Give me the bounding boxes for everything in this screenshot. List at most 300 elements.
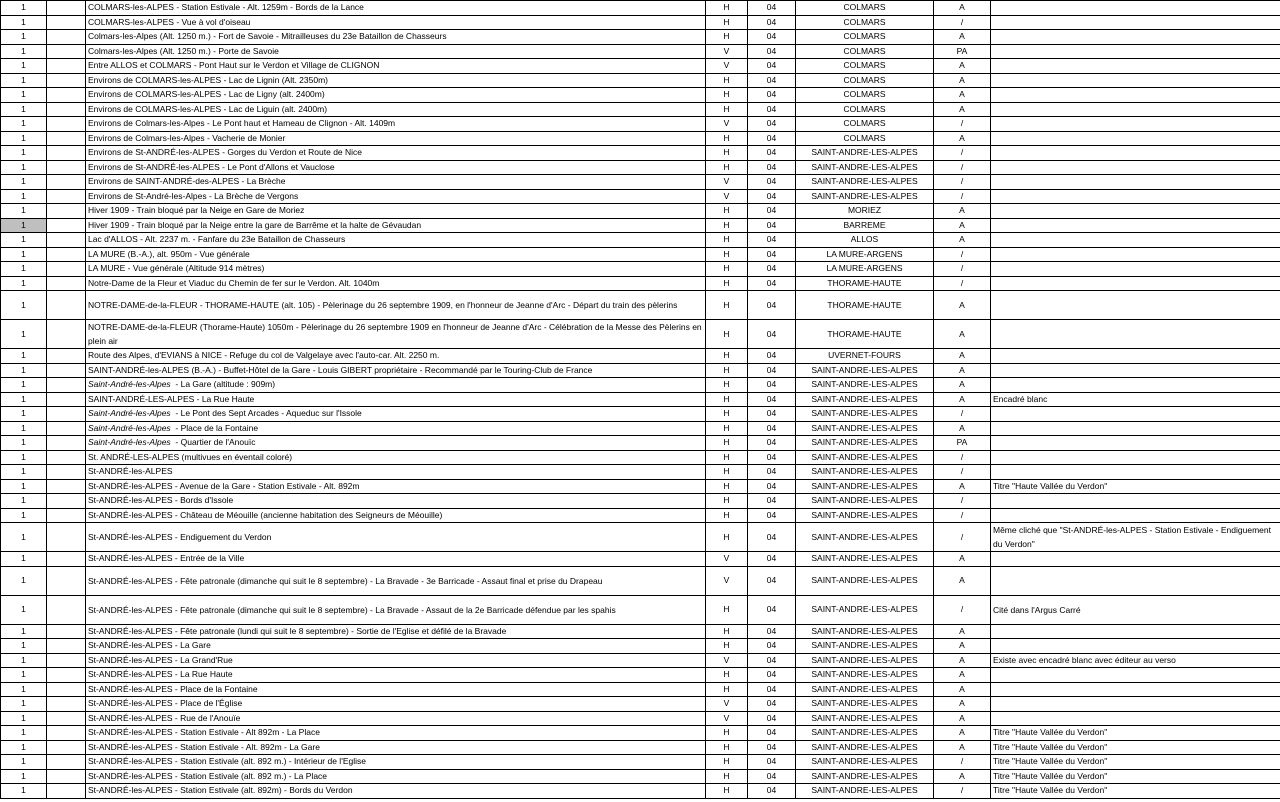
cell-quantity[interactable] bbox=[1, 102, 47, 117]
cell-quantity[interactable] bbox=[1, 624, 47, 639]
cell-note[interactable] bbox=[991, 30, 1280, 45]
cell-note[interactable] bbox=[991, 407, 1280, 422]
cell-note[interactable] bbox=[991, 784, 1280, 799]
cell-orientation[interactable] bbox=[706, 160, 748, 175]
cell-department[interactable] bbox=[748, 73, 796, 88]
cell-status[interactable] bbox=[934, 552, 991, 567]
cell-orientation[interactable] bbox=[706, 421, 748, 436]
cell-note[interactable] bbox=[991, 146, 1280, 161]
cell-orientation[interactable] bbox=[706, 44, 748, 59]
cell-department[interactable] bbox=[748, 1, 796, 16]
cell-empty[interactable] bbox=[47, 624, 86, 639]
cell-department[interactable] bbox=[748, 508, 796, 523]
cell-empty[interactable] bbox=[47, 59, 86, 74]
cell-title[interactable] bbox=[86, 639, 706, 654]
cell-commune[interactable] bbox=[796, 189, 934, 204]
cell-orientation[interactable] bbox=[706, 740, 748, 755]
cell-orientation[interactable] bbox=[706, 639, 748, 654]
cell-department[interactable] bbox=[748, 523, 796, 552]
cell-note[interactable] bbox=[991, 755, 1280, 770]
cell-department[interactable] bbox=[748, 552, 796, 567]
cell-quantity[interactable] bbox=[1, 276, 47, 291]
cell-department[interactable] bbox=[748, 769, 796, 784]
cell-title[interactable] bbox=[86, 682, 706, 697]
cell-quantity[interactable] bbox=[1, 494, 47, 509]
cell-title[interactable] bbox=[86, 30, 706, 45]
cell-commune[interactable] bbox=[796, 349, 934, 364]
cell-status[interactable] bbox=[934, 247, 991, 262]
cell-commune[interactable] bbox=[796, 30, 934, 45]
cell-title[interactable] bbox=[86, 117, 706, 132]
cell-note[interactable] bbox=[991, 479, 1280, 494]
cell-status[interactable] bbox=[934, 407, 991, 422]
cell-quantity[interactable] bbox=[1, 44, 47, 59]
cell-orientation[interactable] bbox=[706, 755, 748, 770]
cell-empty[interactable] bbox=[47, 15, 86, 30]
cell-empty[interactable] bbox=[47, 639, 86, 654]
cell-department[interactable] bbox=[748, 146, 796, 161]
cell-empty[interactable] bbox=[47, 697, 86, 712]
cell-commune[interactable] bbox=[796, 740, 934, 755]
cell-empty[interactable] bbox=[47, 218, 86, 233]
cell-quantity[interactable] bbox=[1, 653, 47, 668]
cell-quantity[interactable] bbox=[1, 88, 47, 103]
cell-commune[interactable] bbox=[796, 102, 934, 117]
cell-status[interactable] bbox=[934, 479, 991, 494]
cell-status[interactable] bbox=[934, 653, 991, 668]
cell-note[interactable] bbox=[991, 566, 1280, 595]
cell-note[interactable] bbox=[991, 15, 1280, 30]
cell-empty[interactable] bbox=[47, 740, 86, 755]
cell-title[interactable] bbox=[86, 769, 706, 784]
cell-note[interactable] bbox=[991, 102, 1280, 117]
cell-status[interactable] bbox=[934, 291, 991, 320]
cell-orientation[interactable] bbox=[706, 552, 748, 567]
cell-commune[interactable] bbox=[796, 218, 934, 233]
cell-empty[interactable] bbox=[47, 552, 86, 567]
cell-note[interactable] bbox=[991, 378, 1280, 393]
cell-commune[interactable] bbox=[796, 523, 934, 552]
cell-quantity[interactable] bbox=[1, 233, 47, 248]
cell-title[interactable] bbox=[86, 726, 706, 741]
cell-commune[interactable] bbox=[796, 44, 934, 59]
cell-commune[interactable] bbox=[796, 15, 934, 30]
cell-quantity[interactable] bbox=[1, 450, 47, 465]
cell-empty[interactable] bbox=[47, 102, 86, 117]
cell-department[interactable] bbox=[748, 595, 796, 624]
cell-title[interactable] bbox=[86, 697, 706, 712]
cell-quantity[interactable] bbox=[1, 769, 47, 784]
cell-note[interactable] bbox=[991, 233, 1280, 248]
cell-quantity[interactable] bbox=[1, 1, 47, 16]
cell-empty[interactable] bbox=[47, 204, 86, 219]
cell-note[interactable] bbox=[991, 769, 1280, 784]
cell-title[interactable] bbox=[86, 262, 706, 277]
cell-orientation[interactable] bbox=[706, 247, 748, 262]
cell-orientation[interactable] bbox=[706, 30, 748, 45]
cell-commune[interactable] bbox=[796, 552, 934, 567]
cell-note[interactable] bbox=[991, 668, 1280, 683]
cell-orientation[interactable] bbox=[706, 131, 748, 146]
cell-empty[interactable] bbox=[47, 682, 86, 697]
cell-commune[interactable] bbox=[796, 247, 934, 262]
cell-quantity[interactable] bbox=[1, 320, 47, 349]
cell-status[interactable] bbox=[934, 102, 991, 117]
cell-orientation[interactable] bbox=[706, 262, 748, 277]
cell-commune[interactable] bbox=[796, 436, 934, 451]
cell-orientation[interactable] bbox=[706, 88, 748, 103]
cell-orientation[interactable] bbox=[706, 218, 748, 233]
cell-status[interactable] bbox=[934, 363, 991, 378]
cell-note[interactable] bbox=[991, 88, 1280, 103]
cell-department[interactable] bbox=[748, 392, 796, 407]
cell-orientation[interactable] bbox=[706, 276, 748, 291]
cell-empty[interactable] bbox=[47, 233, 86, 248]
cell-orientation[interactable] bbox=[706, 392, 748, 407]
cell-note[interactable] bbox=[991, 523, 1280, 552]
cell-department[interactable] bbox=[748, 784, 796, 799]
cell-commune[interactable] bbox=[796, 421, 934, 436]
cell-status[interactable] bbox=[934, 146, 991, 161]
cell-quantity[interactable] bbox=[1, 204, 47, 219]
cell-title[interactable] bbox=[86, 479, 706, 494]
cell-commune[interactable] bbox=[796, 276, 934, 291]
cell-title[interactable] bbox=[86, 494, 706, 509]
cell-quantity[interactable] bbox=[1, 218, 47, 233]
cell-quantity[interactable] bbox=[1, 552, 47, 567]
cell-empty[interactable] bbox=[47, 262, 86, 277]
cell-department[interactable] bbox=[748, 30, 796, 45]
cell-department[interactable] bbox=[748, 639, 796, 654]
cell-status[interactable] bbox=[934, 421, 991, 436]
cell-status[interactable] bbox=[934, 682, 991, 697]
cell-note[interactable] bbox=[991, 44, 1280, 59]
cell-department[interactable] bbox=[748, 88, 796, 103]
cell-note[interactable] bbox=[991, 131, 1280, 146]
cell-empty[interactable] bbox=[47, 378, 86, 393]
cell-empty[interactable] bbox=[47, 595, 86, 624]
cell-orientation[interactable] bbox=[706, 697, 748, 712]
cell-status[interactable] bbox=[934, 436, 991, 451]
cell-quantity[interactable] bbox=[1, 784, 47, 799]
cell-note[interactable] bbox=[991, 552, 1280, 567]
cell-title[interactable] bbox=[86, 320, 706, 349]
cell-status[interactable] bbox=[934, 726, 991, 741]
cell-department[interactable] bbox=[748, 465, 796, 480]
cell-title[interactable] bbox=[86, 189, 706, 204]
cell-commune[interactable] bbox=[796, 1, 934, 16]
cell-title[interactable] bbox=[86, 508, 706, 523]
cell-empty[interactable] bbox=[47, 175, 86, 190]
cell-status[interactable] bbox=[934, 784, 991, 799]
cell-quantity[interactable] bbox=[1, 740, 47, 755]
cell-title[interactable] bbox=[86, 378, 706, 393]
cell-empty[interactable] bbox=[47, 755, 86, 770]
cell-status[interactable] bbox=[934, 88, 991, 103]
cell-orientation[interactable] bbox=[706, 363, 748, 378]
cell-empty[interactable] bbox=[47, 653, 86, 668]
cell-note[interactable] bbox=[991, 624, 1280, 639]
cell-note[interactable] bbox=[991, 436, 1280, 451]
cell-orientation[interactable] bbox=[706, 465, 748, 480]
cell-commune[interactable] bbox=[796, 769, 934, 784]
cell-status[interactable] bbox=[934, 189, 991, 204]
cell-department[interactable] bbox=[748, 218, 796, 233]
cell-status[interactable] bbox=[934, 668, 991, 683]
cell-status[interactable] bbox=[934, 769, 991, 784]
cell-commune[interactable] bbox=[796, 320, 934, 349]
cell-status[interactable] bbox=[934, 117, 991, 132]
cell-status[interactable] bbox=[934, 59, 991, 74]
cell-department[interactable] bbox=[748, 363, 796, 378]
cell-quantity[interactable] bbox=[1, 711, 47, 726]
cell-department[interactable] bbox=[748, 262, 796, 277]
cell-title[interactable] bbox=[86, 566, 706, 595]
cell-title[interactable] bbox=[86, 233, 706, 248]
cell-commune[interactable] bbox=[796, 450, 934, 465]
cell-title[interactable] bbox=[86, 146, 706, 161]
cell-commune[interactable] bbox=[796, 668, 934, 683]
cell-empty[interactable] bbox=[47, 117, 86, 132]
cell-empty[interactable] bbox=[47, 247, 86, 262]
cell-department[interactable] bbox=[748, 276, 796, 291]
cell-department[interactable] bbox=[748, 682, 796, 697]
cell-commune[interactable] bbox=[796, 146, 934, 161]
cell-status[interactable] bbox=[934, 740, 991, 755]
cell-orientation[interactable] bbox=[706, 682, 748, 697]
cell-title[interactable] bbox=[86, 624, 706, 639]
cell-quantity[interactable] bbox=[1, 523, 47, 552]
cell-empty[interactable] bbox=[47, 131, 86, 146]
cell-commune[interactable] bbox=[796, 784, 934, 799]
cell-quantity[interactable] bbox=[1, 595, 47, 624]
cell-quantity[interactable] bbox=[1, 247, 47, 262]
cell-status[interactable] bbox=[934, 44, 991, 59]
cell-empty[interactable] bbox=[47, 508, 86, 523]
cell-quantity[interactable] bbox=[1, 146, 47, 161]
cell-status[interactable] bbox=[934, 349, 991, 364]
cell-quantity[interactable] bbox=[1, 755, 47, 770]
cell-note[interactable] bbox=[991, 595, 1280, 624]
cell-quantity[interactable] bbox=[1, 639, 47, 654]
cell-department[interactable] bbox=[748, 668, 796, 683]
cell-orientation[interactable] bbox=[706, 523, 748, 552]
cell-quantity[interactable] bbox=[1, 407, 47, 422]
cell-orientation[interactable] bbox=[706, 595, 748, 624]
cell-note[interactable] bbox=[991, 189, 1280, 204]
cell-note[interactable] bbox=[991, 639, 1280, 654]
cell-quantity[interactable] bbox=[1, 30, 47, 45]
cell-title[interactable] bbox=[86, 421, 706, 436]
cell-title[interactable] bbox=[86, 218, 706, 233]
cell-empty[interactable] bbox=[47, 523, 86, 552]
cell-department[interactable] bbox=[748, 740, 796, 755]
cell-commune[interactable] bbox=[796, 378, 934, 393]
cell-status[interactable] bbox=[934, 131, 991, 146]
cell-title[interactable] bbox=[86, 450, 706, 465]
cell-note[interactable] bbox=[991, 653, 1280, 668]
cell-status[interactable] bbox=[934, 523, 991, 552]
cell-empty[interactable] bbox=[47, 668, 86, 683]
cell-status[interactable] bbox=[934, 494, 991, 509]
cell-title[interactable] bbox=[86, 668, 706, 683]
cell-department[interactable] bbox=[748, 204, 796, 219]
cell-empty[interactable] bbox=[47, 73, 86, 88]
cell-status[interactable] bbox=[934, 465, 991, 480]
cell-note[interactable] bbox=[991, 711, 1280, 726]
cell-empty[interactable] bbox=[47, 784, 86, 799]
cell-quantity[interactable] bbox=[1, 59, 47, 74]
cell-commune[interactable] bbox=[796, 233, 934, 248]
cell-department[interactable] bbox=[748, 407, 796, 422]
cell-commune[interactable] bbox=[796, 479, 934, 494]
cell-quantity[interactable] bbox=[1, 508, 47, 523]
cell-title[interactable] bbox=[86, 465, 706, 480]
cell-empty[interactable] bbox=[47, 189, 86, 204]
cell-quantity[interactable] bbox=[1, 291, 47, 320]
cell-department[interactable] bbox=[748, 233, 796, 248]
cell-empty[interactable] bbox=[47, 146, 86, 161]
cell-department[interactable] bbox=[748, 436, 796, 451]
cell-empty[interactable] bbox=[47, 160, 86, 175]
cell-orientation[interactable] bbox=[706, 436, 748, 451]
cell-orientation[interactable] bbox=[706, 566, 748, 595]
cell-note[interactable] bbox=[991, 276, 1280, 291]
cell-commune[interactable] bbox=[796, 595, 934, 624]
cell-note[interactable] bbox=[991, 247, 1280, 262]
cell-quantity[interactable] bbox=[1, 189, 47, 204]
cell-department[interactable] bbox=[748, 175, 796, 190]
cell-note[interactable] bbox=[991, 218, 1280, 233]
cell-note[interactable] bbox=[991, 160, 1280, 175]
cell-orientation[interactable] bbox=[706, 784, 748, 799]
cell-note[interactable] bbox=[991, 508, 1280, 523]
cell-orientation[interactable] bbox=[706, 1, 748, 16]
cell-title[interactable] bbox=[86, 247, 706, 262]
cell-title[interactable] bbox=[86, 204, 706, 219]
cell-status[interactable] bbox=[934, 697, 991, 712]
cell-department[interactable] bbox=[748, 189, 796, 204]
cell-status[interactable] bbox=[934, 15, 991, 30]
cell-title[interactable] bbox=[86, 15, 706, 30]
cell-status[interactable] bbox=[934, 1, 991, 16]
cell-commune[interactable] bbox=[796, 73, 934, 88]
cell-department[interactable] bbox=[748, 494, 796, 509]
cell-orientation[interactable] bbox=[706, 407, 748, 422]
cell-commune[interactable] bbox=[796, 175, 934, 190]
cell-empty[interactable] bbox=[47, 44, 86, 59]
cell-empty[interactable] bbox=[47, 320, 86, 349]
cell-empty[interactable] bbox=[47, 392, 86, 407]
cell-note[interactable] bbox=[991, 117, 1280, 132]
cell-quantity[interactable] bbox=[1, 392, 47, 407]
cell-commune[interactable] bbox=[796, 755, 934, 770]
cell-department[interactable] bbox=[748, 450, 796, 465]
cell-empty[interactable] bbox=[47, 88, 86, 103]
cell-quantity[interactable] bbox=[1, 175, 47, 190]
cell-orientation[interactable] bbox=[706, 233, 748, 248]
cell-empty[interactable] bbox=[47, 30, 86, 45]
cell-commune[interactable] bbox=[796, 566, 934, 595]
cell-quantity[interactable] bbox=[1, 15, 47, 30]
cell-title[interactable] bbox=[86, 88, 706, 103]
cell-orientation[interactable] bbox=[706, 73, 748, 88]
cell-commune[interactable] bbox=[796, 682, 934, 697]
cell-title[interactable] bbox=[86, 363, 706, 378]
cell-commune[interactable] bbox=[796, 465, 934, 480]
cell-empty[interactable] bbox=[47, 421, 86, 436]
cell-note[interactable] bbox=[991, 349, 1280, 364]
cell-quantity[interactable] bbox=[1, 117, 47, 132]
cell-status[interactable] bbox=[934, 595, 991, 624]
cell-commune[interactable] bbox=[796, 363, 934, 378]
cell-title[interactable] bbox=[86, 276, 706, 291]
cell-status[interactable] bbox=[934, 320, 991, 349]
cell-department[interactable] bbox=[748, 624, 796, 639]
cell-title[interactable] bbox=[86, 523, 706, 552]
cell-commune[interactable] bbox=[796, 59, 934, 74]
cell-empty[interactable] bbox=[47, 479, 86, 494]
cell-note[interactable] bbox=[991, 465, 1280, 480]
cell-status[interactable] bbox=[934, 450, 991, 465]
cell-note[interactable] bbox=[991, 59, 1280, 74]
cell-status[interactable] bbox=[934, 566, 991, 595]
cell-status[interactable] bbox=[934, 160, 991, 175]
cell-title[interactable] bbox=[86, 175, 706, 190]
cell-status[interactable] bbox=[934, 711, 991, 726]
cell-empty[interactable] bbox=[47, 769, 86, 784]
cell-department[interactable] bbox=[748, 566, 796, 595]
cell-title[interactable] bbox=[86, 131, 706, 146]
cell-commune[interactable] bbox=[796, 639, 934, 654]
cell-orientation[interactable] bbox=[706, 320, 748, 349]
cell-orientation[interactable] bbox=[706, 726, 748, 741]
cell-note[interactable] bbox=[991, 450, 1280, 465]
cell-note[interactable] bbox=[991, 291, 1280, 320]
cell-status[interactable] bbox=[934, 624, 991, 639]
cell-orientation[interactable] bbox=[706, 189, 748, 204]
cell-status[interactable] bbox=[934, 218, 991, 233]
cell-orientation[interactable] bbox=[706, 624, 748, 639]
cell-commune[interactable] bbox=[796, 697, 934, 712]
cell-note[interactable] bbox=[991, 204, 1280, 219]
cell-empty[interactable] bbox=[47, 494, 86, 509]
cell-title[interactable] bbox=[86, 73, 706, 88]
cell-department[interactable] bbox=[748, 755, 796, 770]
cell-quantity[interactable] bbox=[1, 421, 47, 436]
cell-department[interactable] bbox=[748, 102, 796, 117]
cell-status[interactable] bbox=[934, 276, 991, 291]
cell-commune[interactable] bbox=[796, 88, 934, 103]
cell-department[interactable] bbox=[748, 421, 796, 436]
cell-status[interactable] bbox=[934, 755, 991, 770]
cell-status[interactable] bbox=[934, 175, 991, 190]
cell-commune[interactable] bbox=[796, 131, 934, 146]
cell-status[interactable] bbox=[934, 204, 991, 219]
cell-commune[interactable] bbox=[796, 653, 934, 668]
cell-department[interactable] bbox=[748, 44, 796, 59]
cell-note[interactable] bbox=[991, 175, 1280, 190]
cell-commune[interactable] bbox=[796, 407, 934, 422]
cell-quantity[interactable] bbox=[1, 465, 47, 480]
cell-status[interactable] bbox=[934, 262, 991, 277]
cell-commune[interactable] bbox=[796, 494, 934, 509]
cell-empty[interactable] bbox=[47, 726, 86, 741]
cell-title[interactable] bbox=[86, 740, 706, 755]
cell-orientation[interactable] bbox=[706, 653, 748, 668]
cell-quantity[interactable] bbox=[1, 378, 47, 393]
cell-title[interactable] bbox=[86, 1, 706, 16]
